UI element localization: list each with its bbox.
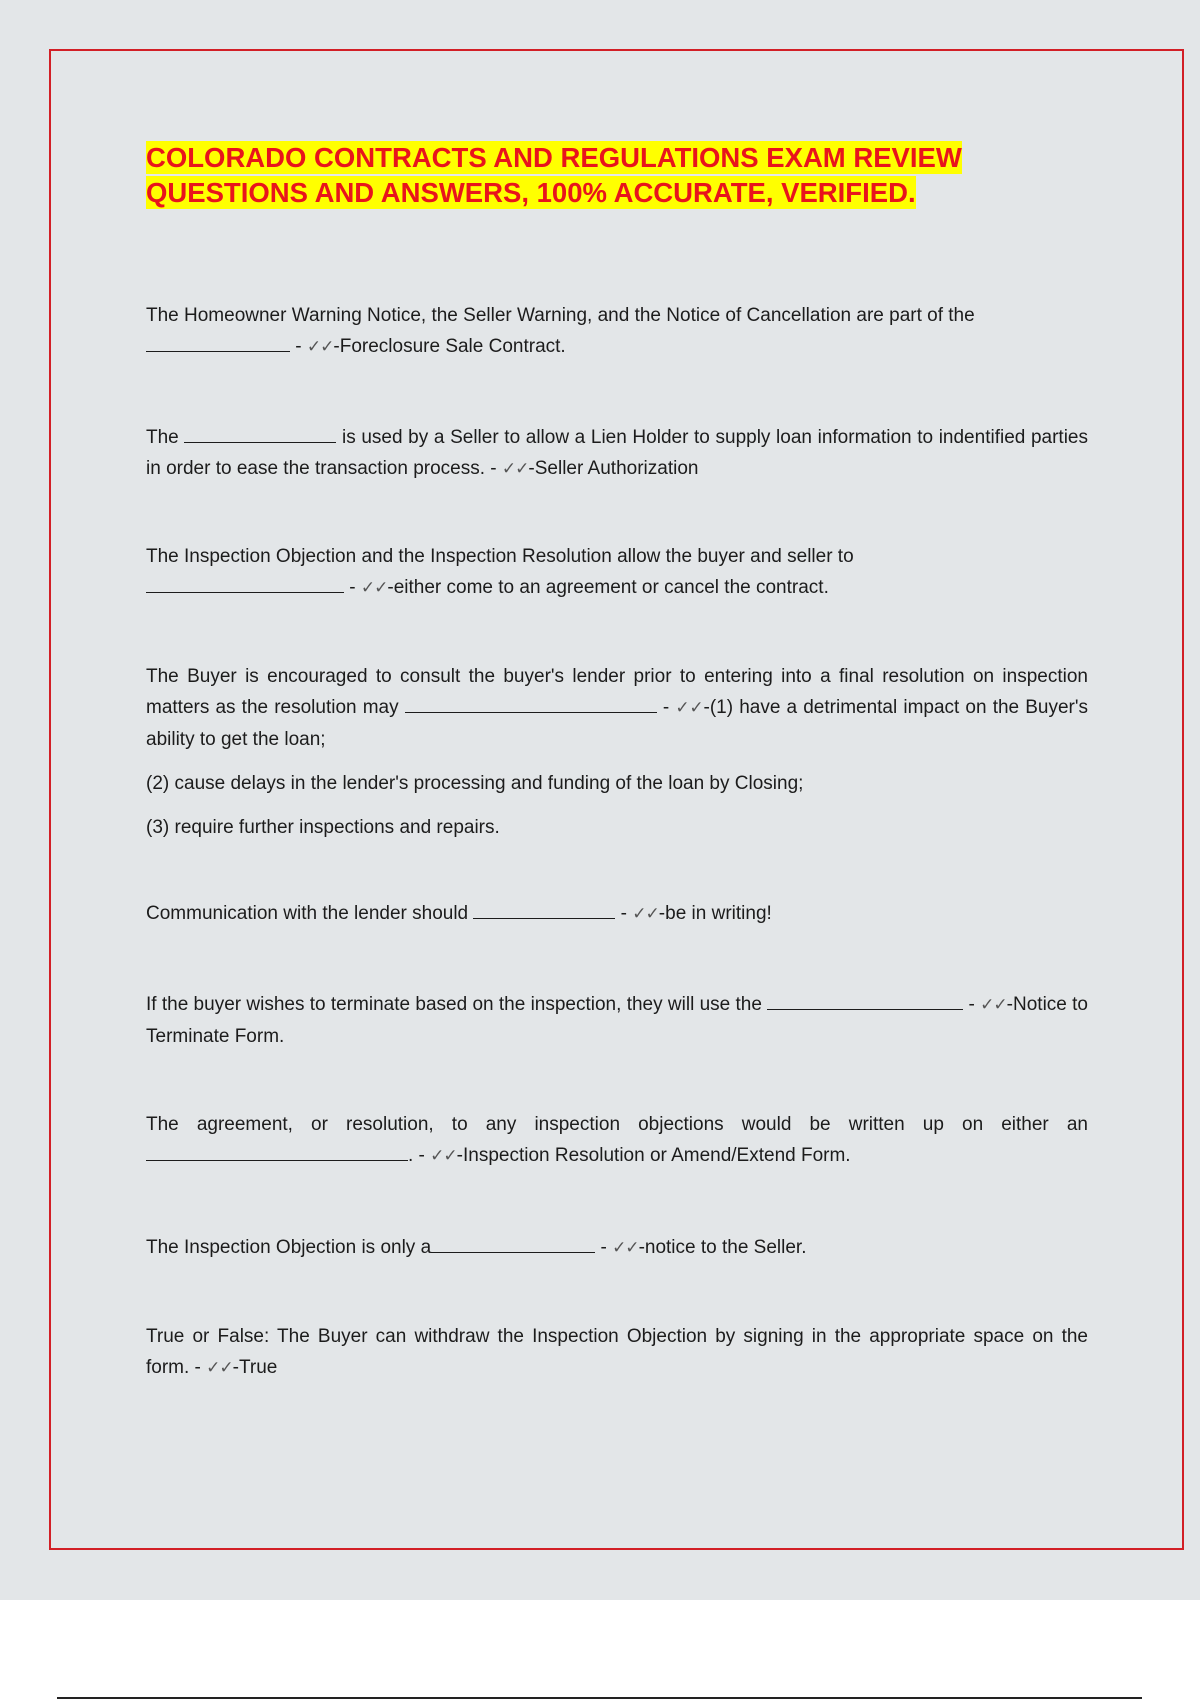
answer-text: -Seller Authorization [528, 458, 699, 479]
title-line-2: QUESTIONS AND ANSWERS, 100% ACCURATE, VERIFIED. [146, 177, 916, 208]
double-check-icon: ✓✓ [675, 698, 704, 718]
answer-blank [146, 1142, 408, 1161]
answer-text: -Inspection Resolution or Amend/Extend Form. [456, 1145, 851, 1166]
separator: . - [408, 1145, 431, 1166]
qa-item-5 [146, 898, 1088, 930]
double-check-icon: ✓✓ [306, 337, 334, 357]
document-title [146, 140, 1088, 210]
separator: - [656, 697, 676, 718]
answer-blank [146, 333, 290, 352]
separator: - [344, 577, 361, 598]
qa-item-6 [146, 989, 1088, 1052]
answer-blank [767, 991, 963, 1010]
question-text: The [146, 427, 185, 448]
title-line-1: COLORADO CONTRACTS AND REGULATIONS EXAM REVIEW [146, 142, 962, 173]
qa-item-4 [146, 661, 1088, 843]
double-check-icon: ✓✓ [632, 904, 659, 924]
answer-text: -Notice to Terminate Form. [146, 994, 1088, 1047]
answer-blank [473, 900, 615, 919]
qa-item-9 [146, 1321, 1088, 1384]
footer-rule [57, 1697, 1142, 1699]
answer-blank [405, 694, 657, 713]
double-check-icon: ✓✓ [501, 459, 529, 479]
separator: - [615, 903, 633, 924]
double-check-icon: ✓✓ [430, 1146, 457, 1166]
separator: - [290, 336, 307, 357]
question-text: The Buyer is encouraged to consult the buyer's lender prior to entering into a final resolution on inspection matters as the resolution may [146, 666, 1088, 718]
qa-item-7 [146, 1109, 1088, 1172]
answer-text: -be in writing! [658, 903, 772, 924]
double-check-icon: ✓✓ [206, 1358, 233, 1378]
question-text: If the buyer wishes to terminate based on the inspection, they will use the [146, 994, 768, 1015]
answer-text: -notice to the Seller. [638, 1237, 807, 1258]
question-text: True or False: The Buyer can withdraw the Inspection Objection by signing in the appropriate space on the form. - [146, 1326, 1088, 1378]
question-text: The Inspection Objection is only a [146, 1237, 432, 1258]
answer-blank [431, 1234, 595, 1253]
answer-text: -True [232, 1357, 278, 1378]
question-text-cont: is used by a Seller to allow a Lien Holder to supply loan information to indentified parties in order to ease the transaction process. - [146, 427, 1088, 479]
separator: - [963, 994, 981, 1015]
separator: - [595, 1237, 613, 1258]
double-check-icon: ✓✓ [360, 578, 388, 598]
question-text: The Inspection Objection and the Inspection Resolution allow the buyer and seller to [146, 546, 854, 567]
qa-item-1 [146, 300, 1088, 363]
question-text: The Homeowner Warning Notice, the Seller Warning, and the Notice of Cancellation are part of the [146, 305, 975, 326]
double-check-icon: ✓✓ [980, 995, 1007, 1015]
qa-item-3 [146, 541, 1088, 604]
question-text: Communication with the lender should [146, 903, 474, 924]
answer-text: -Foreclosure Sale Contract. [333, 336, 566, 357]
answer-point-2: (2) cause delays in the lender's processing and funding of the loan by Closing; [146, 773, 804, 794]
answer-text: -either come to an agreement or cancel the contract. [387, 577, 829, 598]
document-body [146, 140, 1088, 1384]
answer-blank [146, 574, 344, 593]
question-text: The agreement, or resolution, to any inspection objections would be written up on either an [146, 1114, 1088, 1135]
qa-item-8 [146, 1232, 1088, 1264]
answer-point-3: (3) require further inspections and repairs. [146, 817, 500, 838]
double-check-icon: ✓✓ [612, 1238, 639, 1258]
qa-item-2 [146, 422, 1088, 485]
question-paragraph [146, 661, 1088, 755]
answer-text: -(1) have a detrimental impact on the Buyer's ability to get the loan; [146, 697, 1088, 750]
answer-blank [184, 424, 336, 443]
